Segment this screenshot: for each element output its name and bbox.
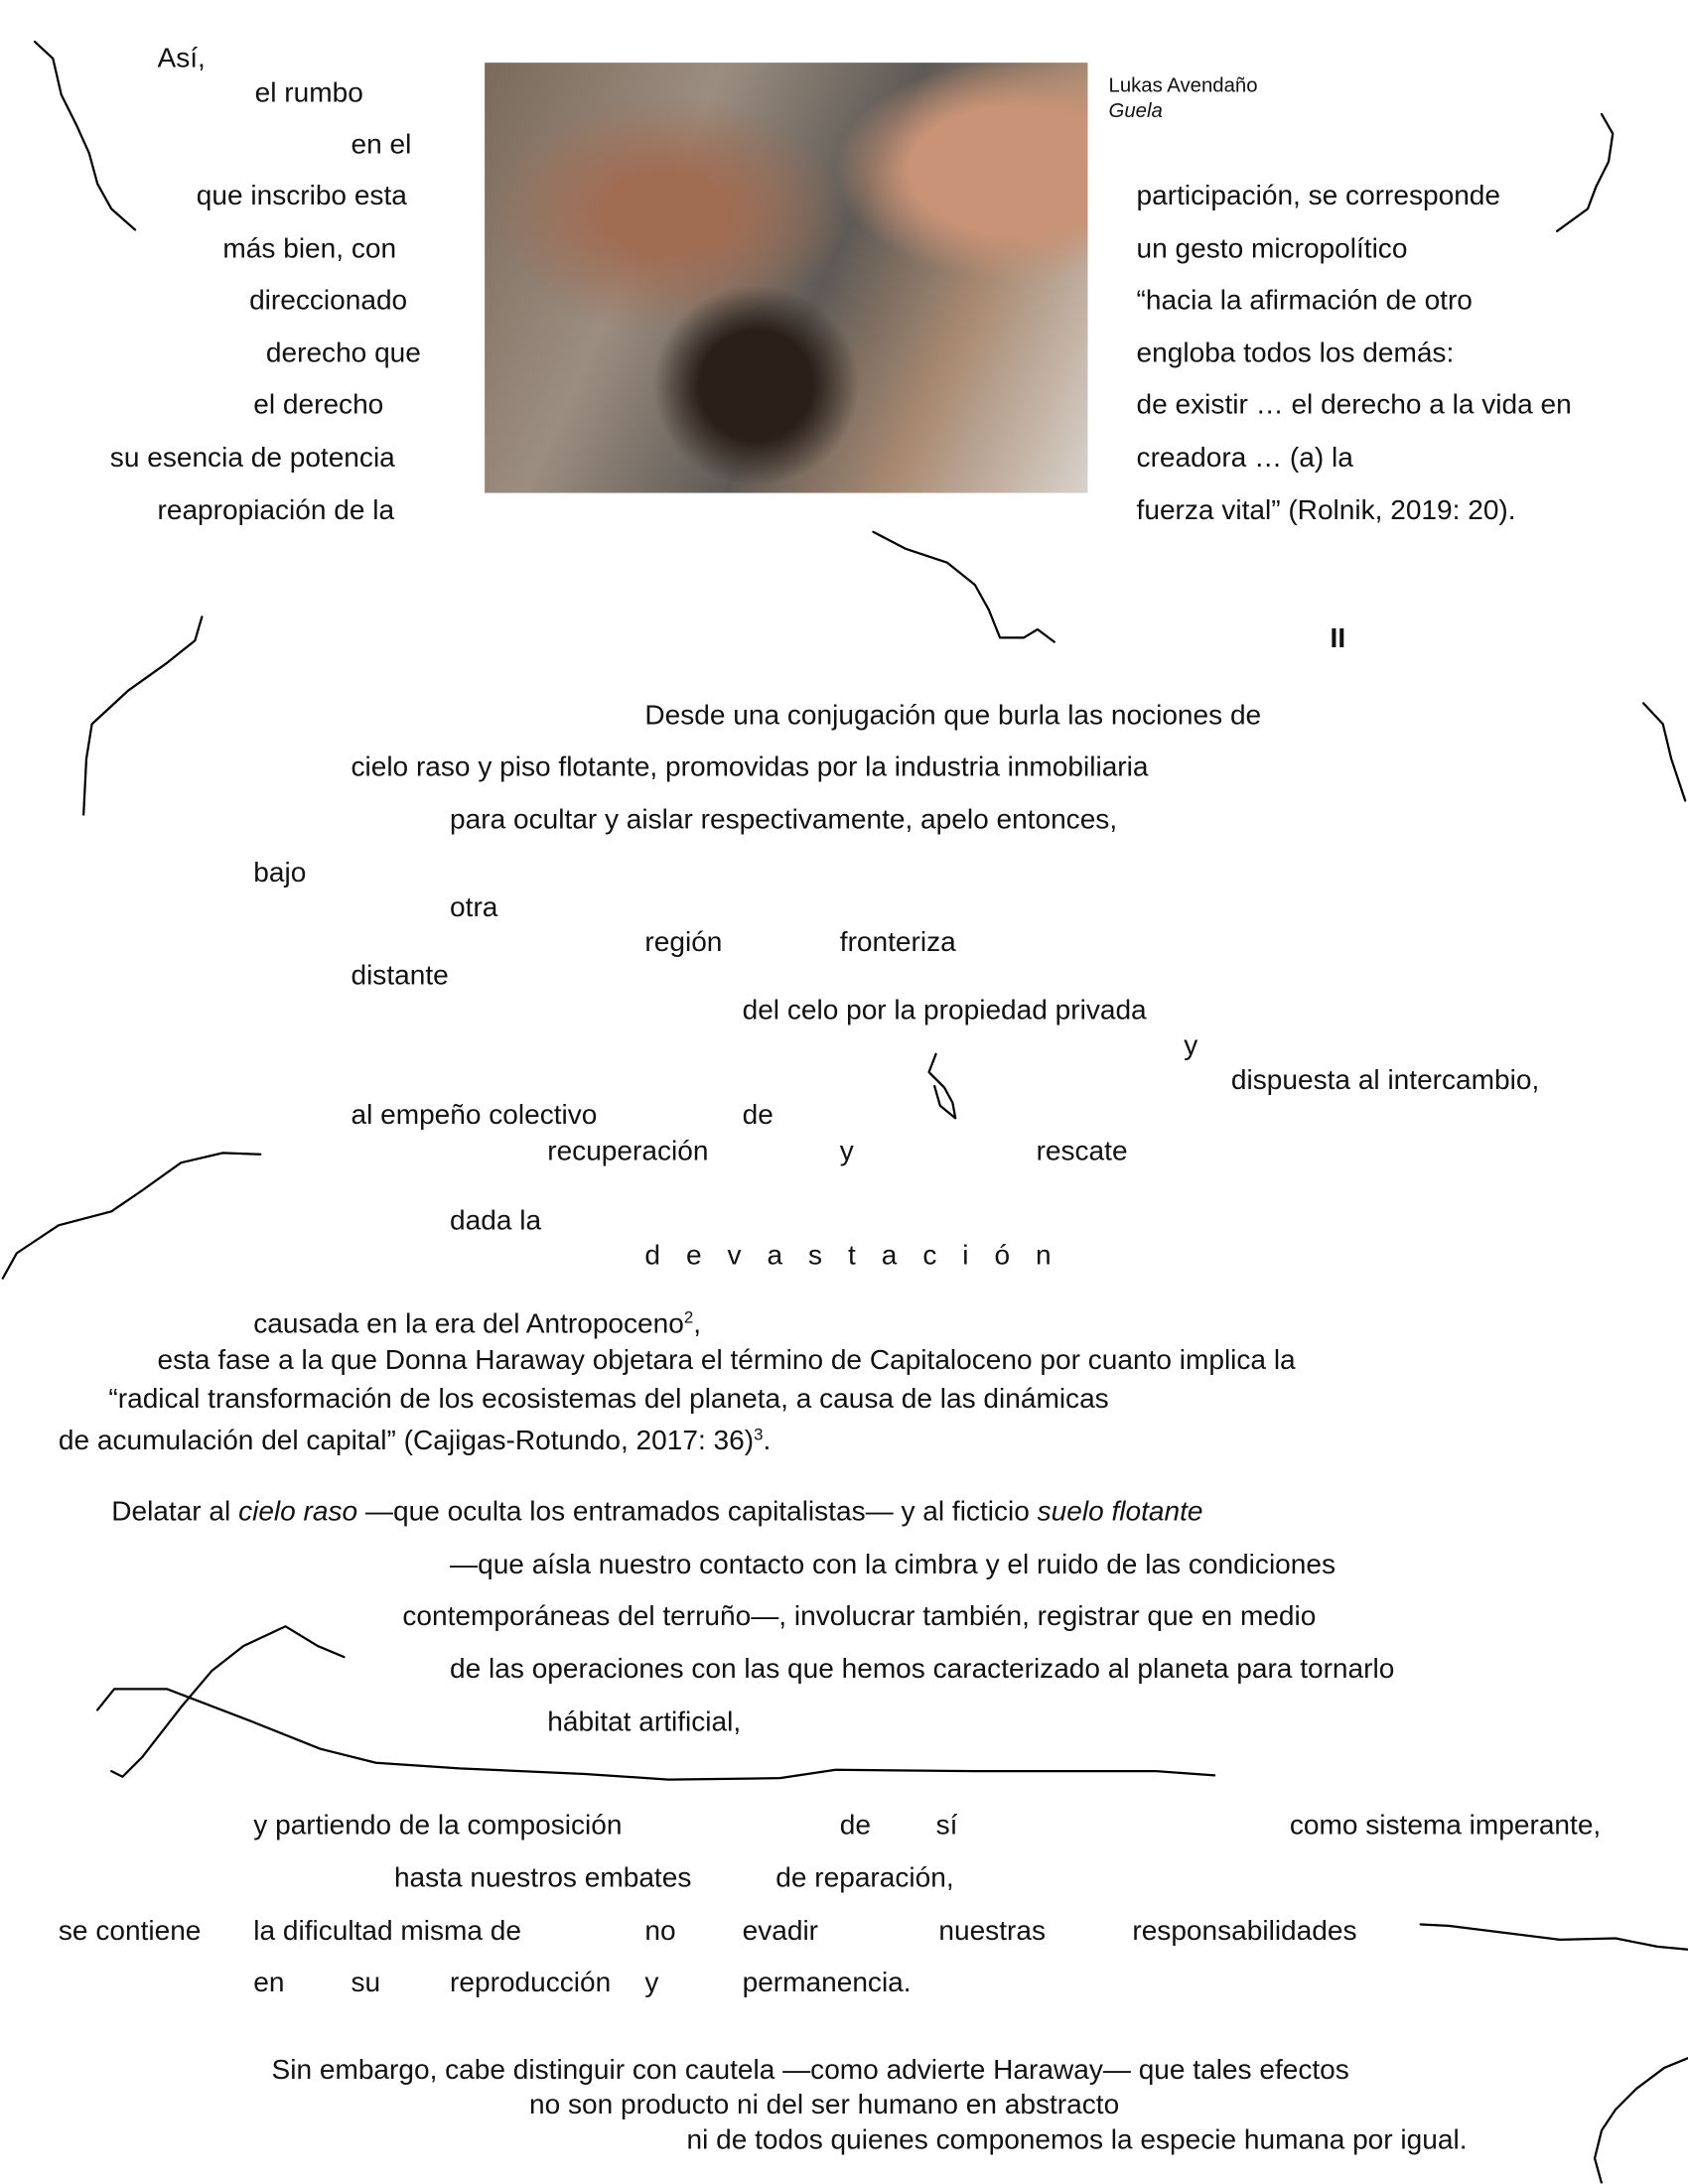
left-line: reapropiación de la (157, 495, 395, 527)
italic-term: suelo flotante (1037, 1496, 1203, 1528)
scatter-word: del celo por la propiedad privada (742, 995, 1147, 1026)
footnote-ref[interactable]: 2 (683, 1307, 694, 1327)
section-number: II (1330, 623, 1346, 655)
paragraph-line: hábitat artificial, (547, 1706, 742, 1738)
paragraph-line (111, 1498, 1202, 1526)
scatter-word: la dificultad misma de (253, 1916, 522, 1947)
paragraph-line: de las operaciones con las que hemos caracterizado al planeta para tornarlo (450, 1654, 1395, 1686)
left-line: su esencia de potencia (109, 443, 395, 474)
scatter-word: región (644, 927, 723, 959)
text: Delatar al (111, 1496, 239, 1528)
scribble-line (83, 616, 202, 814)
scatter-word: y (1184, 1029, 1198, 1061)
paragraph-line (58, 1424, 772, 1457)
scatter-word: en (253, 1967, 285, 1998)
paragraph-line: contemporáneas del terruño—, involucrar también, registrar que en medio (402, 1601, 1317, 1632)
scatter-word: de (839, 1810, 872, 1842)
left-line: direccionado (249, 285, 408, 317)
scatter-word: bajo (253, 858, 307, 888)
paragraph-line: “radical transformación de los ecosistemas del planeta, a causa de las dinámicas (108, 1384, 1109, 1416)
scatter-word: reproducción (450, 1967, 612, 1998)
text: —que oculta los entramados capitalistas— y al ficticio (357, 1496, 1038, 1528)
scatter-word: de reparación, (775, 1862, 954, 1894)
scatter-word: como sistema imperante, (1289, 1810, 1602, 1842)
scatter-word: al empeño colectivo (351, 1100, 598, 1131)
scatter-word: rescate (1036, 1136, 1128, 1167)
scatter-word: y (839, 1136, 854, 1167)
paragraph-line: —que aísla nuestro contacto con la cimbra y el ruido de las condiciones (450, 1550, 1336, 1580)
scatter-word: y partiendo de la composición (253, 1810, 623, 1842)
text: . (763, 1426, 772, 1457)
left-line: que inscribo esta (196, 181, 407, 212)
spaced-word-devastacion: devastación (644, 1240, 1077, 1272)
scatter-word: se contiene (58, 1916, 202, 1947)
scatter-word: fronteriza (839, 927, 956, 959)
scatter-word: hasta nuestros embates (393, 1862, 692, 1894)
scribble-line (1643, 703, 1685, 800)
text: , (693, 1308, 702, 1340)
left-line: el derecho (253, 389, 384, 421)
scatter-word: distante (351, 960, 449, 992)
caption-title: Guela (1108, 99, 1163, 123)
artwork-photo (485, 63, 1087, 492)
scribble-line (111, 1626, 344, 1776)
scribble-line (3, 1153, 260, 1278)
scatter-word: de (742, 1100, 774, 1131)
paragraph-line: esta fase a la que Donna Haraway objetara el término de Capitaloceno por cuanto implica la (157, 1344, 1296, 1376)
paragraph-line: no son producto ni del ser humano en abstracto (529, 2090, 1120, 2121)
paragraph-line: Sin embargo, cabe distinguir con cautela —como advierte Haraway— que tales efectos (271, 2055, 1349, 2087)
right-line: engloba todos los demás: (1136, 338, 1455, 369)
left-line: en el (351, 129, 412, 161)
paragraph-line: ni de todos quienes componemos la especie humana por igual. (686, 2124, 1468, 2156)
scribble-line (1557, 114, 1613, 231)
scatter-word: responsabilidades (1132, 1916, 1357, 1947)
scatter-word: otra (450, 892, 498, 923)
left-line: el rumbo (254, 77, 363, 109)
scribble-line (929, 1054, 956, 1119)
caption-artist: Lukas Avendaño (1108, 74, 1258, 98)
italic-term: cielo raso (238, 1496, 358, 1528)
left-line: más bien, con (222, 233, 397, 265)
scatter-word: dada la (450, 1205, 542, 1237)
right-line: de existir … el derecho a la vida en (1136, 389, 1572, 421)
right-line: “hacia la afirmación de otro (1136, 285, 1473, 317)
scatter-word: dispuesta al intercambio, (1230, 1065, 1540, 1096)
right-line: un gesto micropolítico (1136, 233, 1408, 265)
scatter-line: para ocultar y aislar respectivamente, apelo entonces, (450, 804, 1118, 836)
right-line: fuerza vital” (Rolnik, 2019: 20). (1136, 495, 1516, 527)
right-line: participación, se corresponde (1136, 181, 1501, 212)
scatter-line: Desde una conjugación que burla las nociones de (644, 700, 1262, 732)
scatter-line: cielo raso y piso flotante, promovidas por la industria inmobiliaria (351, 751, 1149, 783)
scribble-line (1421, 1924, 1688, 1949)
footnote-ref[interactable]: 3 (754, 1424, 764, 1444)
scribble-line (1595, 2058, 1688, 2183)
scribble-line (35, 42, 135, 229)
text: de acumulación del capital” (Cajigas-Rotundo, 2017: 36) (58, 1426, 755, 1457)
scatter-word: y (644, 1967, 659, 1998)
scatter-word: su (351, 1967, 381, 1998)
scatter-word: sí (935, 1810, 958, 1842)
paragraph-line (253, 1307, 702, 1340)
scatter-word: recuperación (547, 1136, 709, 1167)
left-line: derecho que (265, 338, 421, 369)
left-line: Así, (157, 43, 206, 74)
scatter-word: nuestras (938, 1916, 1046, 1947)
right-line: creadora … (a) la (1136, 443, 1353, 474)
text: causada en la era del Antropoceno (253, 1308, 684, 1340)
scribble-line (873, 532, 1054, 642)
scatter-word: no (644, 1916, 676, 1947)
scatter-word: permanencia. (742, 1967, 912, 1998)
scatter-word: evadir (742, 1916, 819, 1947)
